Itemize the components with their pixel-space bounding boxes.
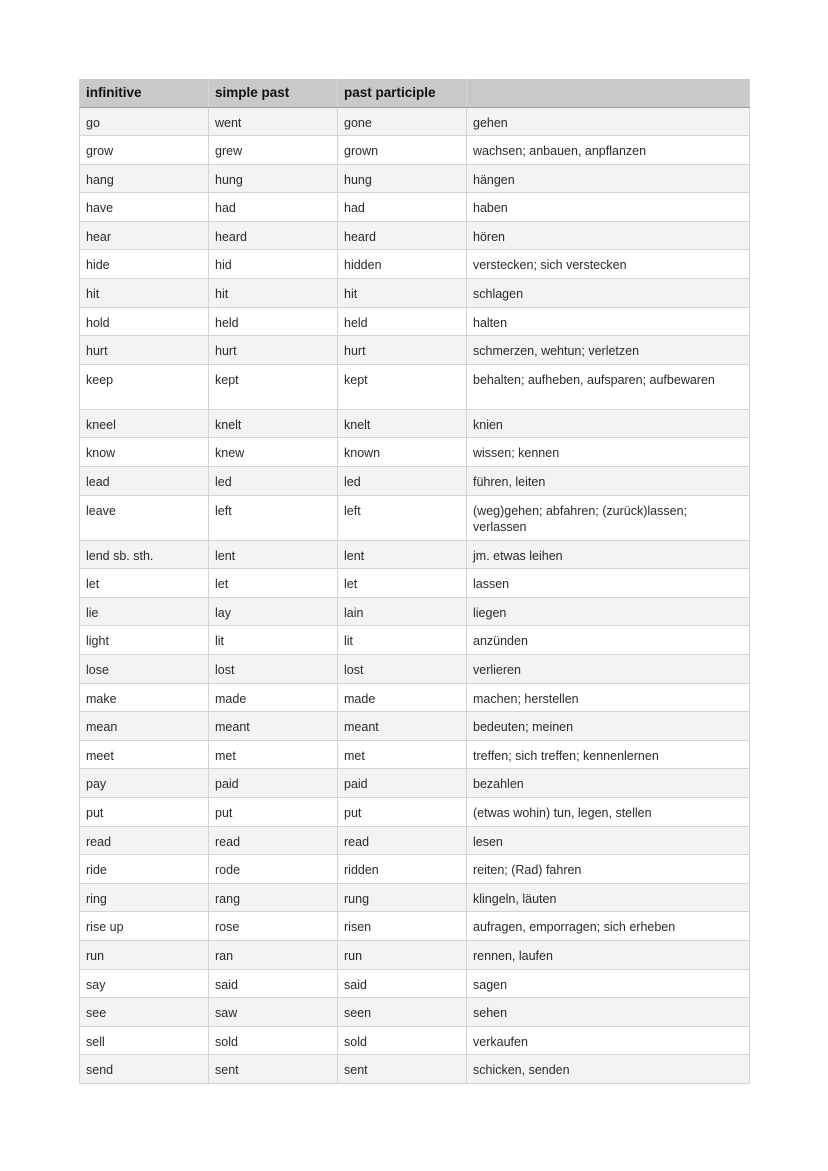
cell-past-participle: led xyxy=(338,467,467,496)
cell-infinitive: see xyxy=(80,998,209,1027)
table-row xyxy=(80,495,750,540)
cell-simple-past: read xyxy=(209,826,338,855)
cell-translation: haben xyxy=(467,193,750,222)
cell-translation: lassen xyxy=(467,569,750,598)
cell-simple-past: knelt xyxy=(209,409,338,438)
cell-simple-past: saw xyxy=(209,998,338,1027)
cell-infinitive: meet xyxy=(80,740,209,769)
cell-simple-past: rode xyxy=(209,855,338,884)
table-row xyxy=(80,1055,750,1084)
cell-past-participle: held xyxy=(338,307,467,336)
cell-translation: führen, leiten xyxy=(467,467,750,496)
cell-past-participle: left xyxy=(338,495,467,540)
cell-translation: sagen xyxy=(467,969,750,998)
table-row xyxy=(80,279,750,308)
header-past-participle: past participle xyxy=(338,79,467,107)
cell-translation: sehen xyxy=(467,998,750,1027)
cell-past-participle: made xyxy=(338,683,467,712)
table-row xyxy=(80,107,750,136)
cell-infinitive: run xyxy=(80,940,209,969)
cell-infinitive: kneel xyxy=(80,409,209,438)
cell-past-participle: ridden xyxy=(338,855,467,884)
cell-infinitive: send xyxy=(80,1055,209,1084)
table-row xyxy=(80,467,750,496)
cell-simple-past: led xyxy=(209,467,338,496)
cell-simple-past: rose xyxy=(209,912,338,941)
cell-translation: bedeuten; meinen xyxy=(467,712,750,741)
cell-simple-past: knew xyxy=(209,438,338,467)
cell-translation: lesen xyxy=(467,826,750,855)
table-row xyxy=(80,540,750,569)
cell-translation: verstecken; sich verstecken xyxy=(467,250,750,279)
table-row xyxy=(80,940,750,969)
cell-translation: aufragen, emporragen; sich erheben xyxy=(467,912,750,941)
table-header xyxy=(80,79,750,107)
cell-infinitive: lose xyxy=(80,655,209,684)
table-row xyxy=(80,797,750,826)
cell-past-participle: hung xyxy=(338,164,467,193)
cell-simple-past: hurt xyxy=(209,336,338,365)
table-row xyxy=(80,855,750,884)
table-row xyxy=(80,683,750,712)
table-row xyxy=(80,597,750,626)
cell-simple-past: lost xyxy=(209,655,338,684)
cell-past-participle: seen xyxy=(338,998,467,1027)
cell-translation: schicken, senden xyxy=(467,1055,750,1084)
cell-infinitive: hurt xyxy=(80,336,209,365)
header-translation xyxy=(467,79,750,107)
cell-simple-past: met xyxy=(209,740,338,769)
cell-translation: anzünden xyxy=(467,626,750,655)
cell-past-participle: hit xyxy=(338,279,467,308)
cell-translation: treffen; sich treffen; kennenlernen xyxy=(467,740,750,769)
cell-simple-past: ran xyxy=(209,940,338,969)
cell-translation: machen; herstellen xyxy=(467,683,750,712)
cell-infinitive: hide xyxy=(80,250,209,279)
irregular-verbs-table xyxy=(79,79,750,1084)
cell-past-participle: put xyxy=(338,797,467,826)
cell-simple-past: lay xyxy=(209,597,338,626)
table-row xyxy=(80,136,750,165)
cell-infinitive: ring xyxy=(80,883,209,912)
table-row xyxy=(80,969,750,998)
table-row xyxy=(80,740,750,769)
table-row xyxy=(80,626,750,655)
cell-past-participle: risen xyxy=(338,912,467,941)
cell-past-participle: heard xyxy=(338,221,467,250)
table-body xyxy=(80,107,750,1083)
cell-past-participle: lain xyxy=(338,597,467,626)
cell-infinitive: grow xyxy=(80,136,209,165)
cell-past-participle: let xyxy=(338,569,467,598)
cell-translation: gehen xyxy=(467,107,750,136)
cell-infinitive: rise up xyxy=(80,912,209,941)
cell-simple-past: lit xyxy=(209,626,338,655)
cell-past-participle: knelt xyxy=(338,409,467,438)
cell-simple-past: hid xyxy=(209,250,338,279)
cell-infinitive: light xyxy=(80,626,209,655)
cell-simple-past: held xyxy=(209,307,338,336)
cell-infinitive: know xyxy=(80,438,209,467)
table-row xyxy=(80,655,750,684)
cell-infinitive: keep xyxy=(80,364,209,409)
cell-infinitive: ride xyxy=(80,855,209,884)
cell-translation: hängen xyxy=(467,164,750,193)
cell-translation: verlieren xyxy=(467,655,750,684)
cell-simple-past: left xyxy=(209,495,338,540)
cell-simple-past: hit xyxy=(209,279,338,308)
table-row xyxy=(80,1026,750,1055)
cell-infinitive: hold xyxy=(80,307,209,336)
table-row xyxy=(80,569,750,598)
cell-past-participle: gone xyxy=(338,107,467,136)
cell-past-participle: had xyxy=(338,193,467,222)
cell-infinitive: sell xyxy=(80,1026,209,1055)
cell-past-participle: sold xyxy=(338,1026,467,1055)
table-row xyxy=(80,250,750,279)
table-row xyxy=(80,438,750,467)
cell-translation: wachsen; anbauen, anpflanzen xyxy=(467,136,750,165)
cell-simple-past: said xyxy=(209,969,338,998)
cell-translation: schmerzen, wehtun; verletzen xyxy=(467,336,750,365)
cell-translation: liegen xyxy=(467,597,750,626)
cell-past-participle: hurt xyxy=(338,336,467,365)
cell-infinitive: read xyxy=(80,826,209,855)
cell-translation: (etwas wohin) tun, legen, stellen xyxy=(467,797,750,826)
cell-translation: (weg)gehen; abfahren; (zurück)lassen; verlassen xyxy=(467,495,750,540)
cell-past-participle: lost xyxy=(338,655,467,684)
cell-simple-past: made xyxy=(209,683,338,712)
cell-translation: wissen; kennen xyxy=(467,438,750,467)
table-row xyxy=(80,364,750,409)
table-row xyxy=(80,221,750,250)
cell-past-participle: rung xyxy=(338,883,467,912)
cell-translation: verkaufen xyxy=(467,1026,750,1055)
cell-infinitive: make xyxy=(80,683,209,712)
cell-simple-past: had xyxy=(209,193,338,222)
cell-past-participle: grown xyxy=(338,136,467,165)
cell-past-participle: kept xyxy=(338,364,467,409)
cell-simple-past: sold xyxy=(209,1026,338,1055)
cell-infinitive: go xyxy=(80,107,209,136)
cell-translation: klingeln, läuten xyxy=(467,883,750,912)
table-row xyxy=(80,998,750,1027)
cell-simple-past: kept xyxy=(209,364,338,409)
cell-past-participle: lent xyxy=(338,540,467,569)
cell-past-participle: said xyxy=(338,969,467,998)
cell-translation: schlagen xyxy=(467,279,750,308)
cell-simple-past: let xyxy=(209,569,338,598)
table-row xyxy=(80,769,750,798)
cell-infinitive: hang xyxy=(80,164,209,193)
cell-past-participle: read xyxy=(338,826,467,855)
cell-past-participle: lit xyxy=(338,626,467,655)
cell-simple-past: sent xyxy=(209,1055,338,1084)
table-row xyxy=(80,409,750,438)
cell-past-participle: known xyxy=(338,438,467,467)
table-row xyxy=(80,193,750,222)
cell-simple-past: paid xyxy=(209,769,338,798)
table-row xyxy=(80,164,750,193)
cell-past-participle: paid xyxy=(338,769,467,798)
cell-translation: reiten; (Rad) fahren xyxy=(467,855,750,884)
cell-infinitive: lend sb. sth. xyxy=(80,540,209,569)
cell-infinitive: hear xyxy=(80,221,209,250)
cell-infinitive: lie xyxy=(80,597,209,626)
cell-translation: jm. etwas leihen xyxy=(467,540,750,569)
table-row xyxy=(80,826,750,855)
cell-simple-past: put xyxy=(209,797,338,826)
header-infinitive: infinitive xyxy=(80,79,209,107)
table-row xyxy=(80,912,750,941)
cell-infinitive: have xyxy=(80,193,209,222)
cell-infinitive: mean xyxy=(80,712,209,741)
table-row xyxy=(80,336,750,365)
cell-translation: knien xyxy=(467,409,750,438)
cell-past-participle: run xyxy=(338,940,467,969)
cell-simple-past: grew xyxy=(209,136,338,165)
header-simple-past: simple past xyxy=(209,79,338,107)
cell-simple-past: lent xyxy=(209,540,338,569)
table-row xyxy=(80,712,750,741)
cell-translation: bezahlen xyxy=(467,769,750,798)
cell-simple-past: went xyxy=(209,107,338,136)
cell-infinitive: hit xyxy=(80,279,209,308)
table-row xyxy=(80,307,750,336)
cell-simple-past: heard xyxy=(209,221,338,250)
header-row xyxy=(80,79,750,107)
table-row xyxy=(80,883,750,912)
cell-past-participle: hidden xyxy=(338,250,467,279)
cell-past-participle: meant xyxy=(338,712,467,741)
cell-infinitive: leave xyxy=(80,495,209,540)
cell-simple-past: meant xyxy=(209,712,338,741)
cell-translation: behalten; aufheben, aufsparen; aufbewaren xyxy=(467,364,750,409)
cell-infinitive: lead xyxy=(80,467,209,496)
cell-translation: rennen, laufen xyxy=(467,940,750,969)
cell-past-participle: met xyxy=(338,740,467,769)
cell-infinitive: put xyxy=(80,797,209,826)
cell-simple-past: hung xyxy=(209,164,338,193)
cell-translation: hören xyxy=(467,221,750,250)
cell-infinitive: let xyxy=(80,569,209,598)
cell-past-participle: sent xyxy=(338,1055,467,1084)
cell-infinitive: pay xyxy=(80,769,209,798)
cell-translation: halten xyxy=(467,307,750,336)
cell-simple-past: rang xyxy=(209,883,338,912)
cell-infinitive: say xyxy=(80,969,209,998)
